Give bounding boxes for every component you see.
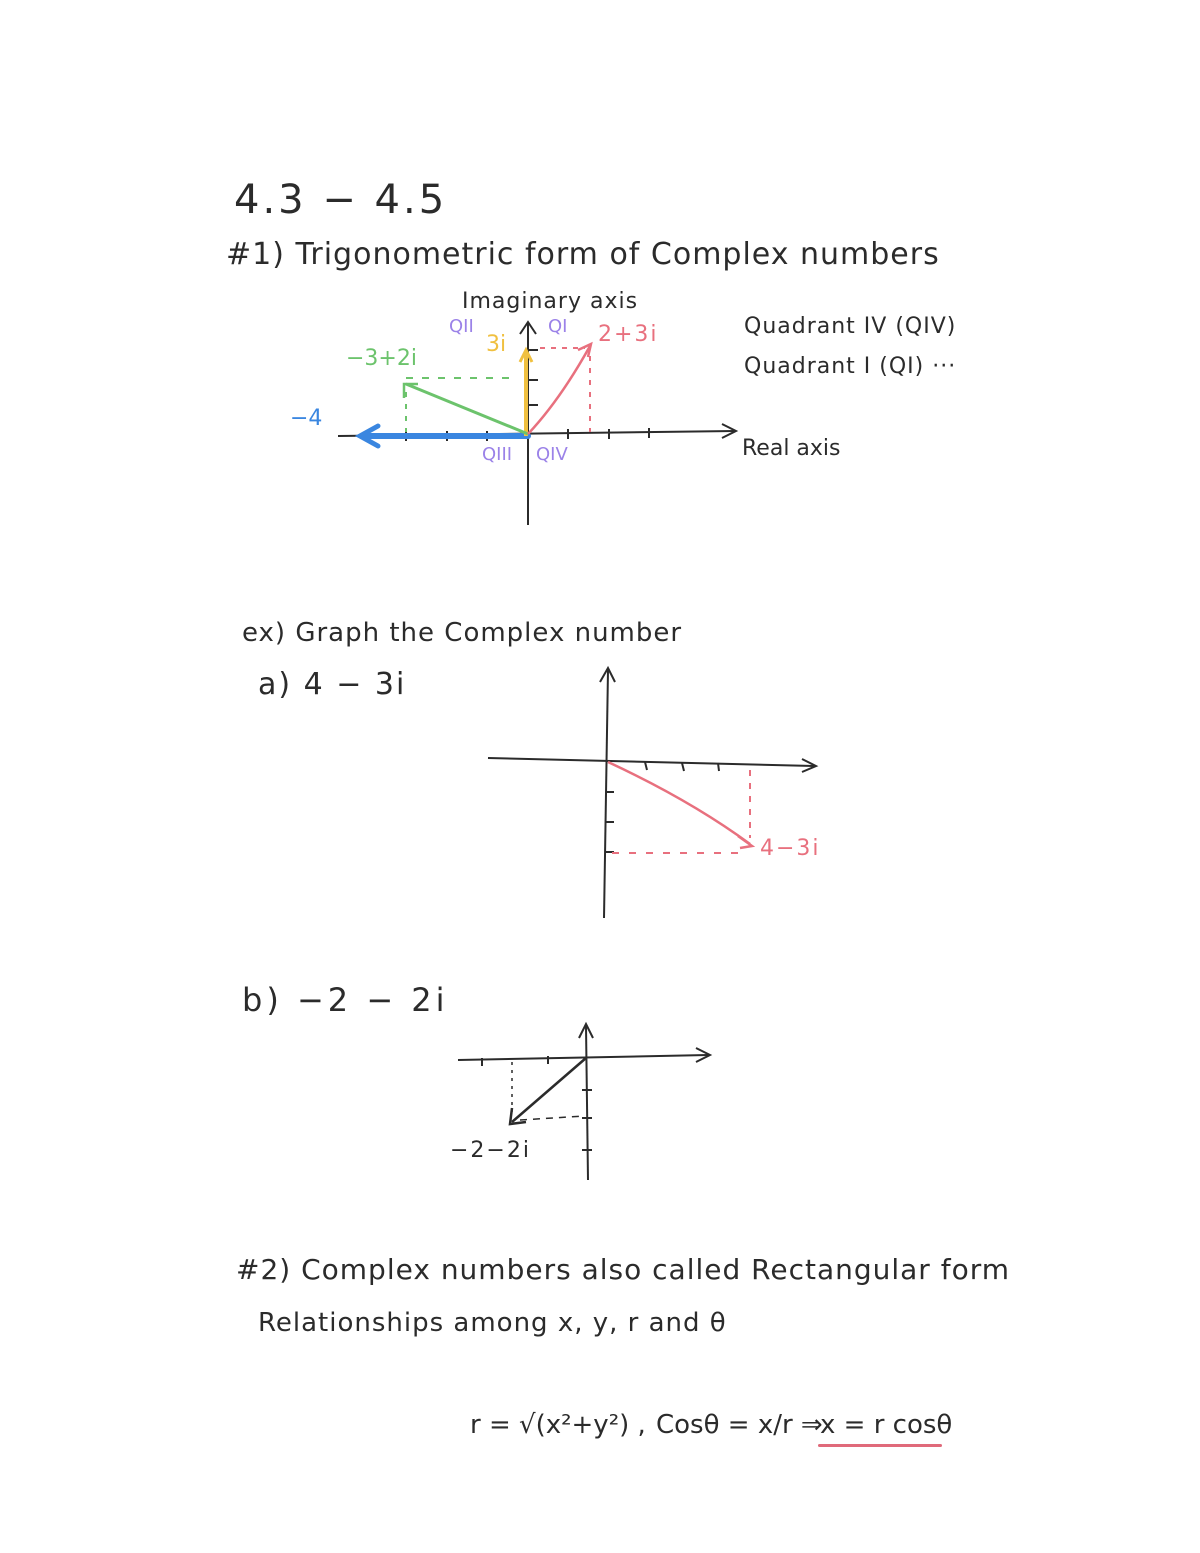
point-label-neg4: −4 (290, 406, 323, 431)
formula-x: x = r cosθ (820, 1410, 953, 1440)
graph-b-point-label: −2−2i (450, 1138, 531, 1163)
quadrant-label-qiv: QIV (536, 444, 568, 465)
quadrant-label-qi: QI (548, 316, 568, 337)
quadrant-note-line1: Quadrant IV (QIV) (744, 314, 957, 339)
graph-b-vector (512, 1058, 586, 1122)
point-label-neg3-2i: −3+2i (346, 346, 417, 371)
formula-r: r = √(x²+y²) , (470, 1410, 646, 1440)
section2-subheading: Relationships among x, y, r and θ (258, 1308, 727, 1338)
section2-heading: #2) Complex numbers also called Rectangular form (236, 1253, 1011, 1286)
formula-x-underline (818, 1444, 942, 1447)
quadrant-label-qiii: QIII (482, 444, 513, 465)
page-title: 4.3 − 4.5 (234, 177, 448, 223)
graph-b-ticks (482, 1056, 592, 1150)
quadrant-note-line2: Quadrant I (QI) ··· (744, 354, 957, 379)
quadrant-label-qii: QII (449, 316, 474, 337)
example-part-b: b) −2 − 2i (242, 981, 449, 1019)
graph-b-guide-horizontal (520, 1116, 584, 1120)
graph-b-imaginary-axis (586, 1026, 588, 1180)
graph-a-point-label: 4−3i (760, 836, 821, 861)
example-heading: ex) Graph the Complex number (242, 618, 683, 648)
section1-heading: #1) Trigonometric form of Complex numbers (226, 237, 940, 272)
formula-cos: Cosθ = x/r ⇒ (656, 1410, 823, 1440)
example-part-a: a) 4 − 3i (258, 667, 407, 702)
point-label-2-3i: 2+3i (598, 322, 659, 347)
imaginary-axis-label: Imaginary axis (462, 289, 639, 314)
real-axis-label: Real axis (742, 436, 841, 461)
point-label-3i: 3i (486, 332, 507, 357)
